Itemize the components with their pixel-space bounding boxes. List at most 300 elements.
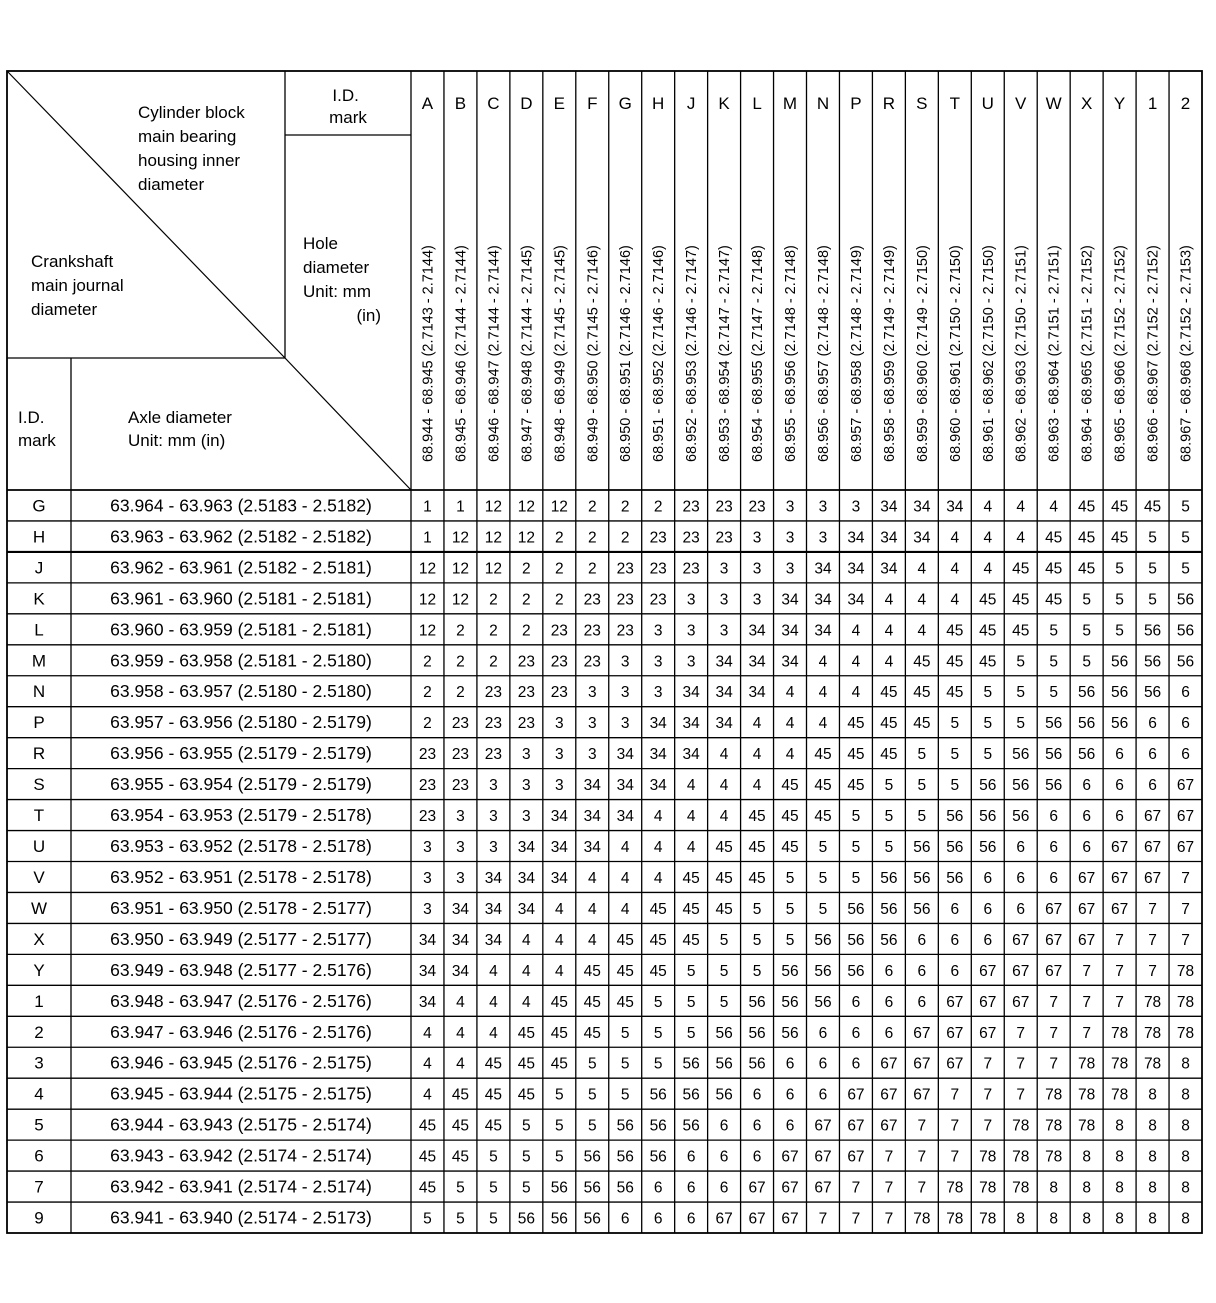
grade-cell: 4	[686, 777, 696, 795]
grade-cell: 12	[451, 560, 470, 578]
grade-cell: 5	[983, 684, 993, 702]
grade-cell: 3	[719, 560, 729, 578]
grade-cell: 45	[484, 1117, 503, 1135]
grade-cell: 5	[884, 808, 894, 826]
row-range: 63.960 - 63.959 (2.5181 - 2.5181)	[110, 619, 372, 640]
grade-cell: 8	[1148, 1179, 1157, 1197]
row-range: 63.952 - 63.951 (2.5178 - 2.5178)	[110, 866, 372, 887]
grade-cell: 34	[649, 715, 667, 733]
row-mark: S	[33, 775, 45, 795]
grade-cell: 2	[620, 529, 630, 547]
grade-cell: 3	[489, 808, 498, 826]
grade-cell: 5	[555, 1117, 564, 1135]
grade-cell: 67	[715, 1210, 733, 1228]
grade-cell: 23	[715, 529, 733, 547]
grade-cell: 23	[649, 560, 667, 578]
column-mark: Y	[1113, 94, 1126, 113]
grade-cell: 6	[1148, 715, 1157, 733]
grade-cell: 6	[686, 1148, 696, 1166]
grade-cell: 7	[983, 1086, 993, 1104]
grade-cell: 45	[418, 1117, 437, 1135]
grade-cell: 7	[1115, 931, 1124, 949]
grade-cell: 56	[781, 962, 799, 980]
grade-cell: 34	[583, 839, 601, 857]
grade-cell: 6	[686, 1210, 696, 1228]
grade-cell: 5	[917, 777, 927, 795]
grade-cell: 67	[1078, 900, 1096, 918]
grade-cell: 7	[917, 1117, 927, 1135]
row-range: 63.962 - 63.961 (2.5182 - 2.5181)	[110, 557, 372, 578]
row-mark: 5	[34, 1115, 44, 1135]
grade-cell: 12	[484, 498, 503, 516]
grade-cell: 3	[555, 715, 564, 733]
grade-cell: 23	[715, 498, 733, 516]
grade-cell: 56	[847, 931, 865, 949]
grade-cell: 56	[1012, 746, 1030, 764]
grade-cell: 5	[1082, 591, 1091, 609]
grade-cell: 3	[851, 498, 861, 516]
grade-cell: 6	[752, 1086, 762, 1104]
table-row	[33, 836, 1194, 856]
grade-cell: 5	[653, 1055, 663, 1073]
grade-cell: 6	[1049, 839, 1058, 857]
grade-cell: 4	[950, 560, 960, 578]
grade-cell: 8	[1181, 1086, 1190, 1104]
grade-cell: 56	[847, 962, 865, 980]
grade-cell: 5	[587, 1117, 597, 1135]
grade-cell: 78	[979, 1148, 997, 1166]
grade-cell: 45	[715, 869, 733, 887]
grade-cell: 67	[748, 1179, 766, 1197]
grade-cell: 12	[484, 529, 503, 547]
grade-cell: 45	[418, 1179, 437, 1197]
grade-cell: 78	[1078, 1086, 1096, 1104]
table-row	[34, 1053, 1190, 1073]
grade-cell: 67	[1110, 869, 1129, 887]
grade-cell: 67	[979, 1024, 997, 1042]
grade-cell: 56	[880, 900, 898, 918]
grade-cell: 4	[884, 622, 894, 640]
grade-cell: 56	[781, 993, 799, 1011]
grade-cell: 3	[522, 777, 531, 795]
grade-cell: 7	[1148, 962, 1157, 980]
grade-cell: 6	[1115, 808, 1124, 826]
grade-cell: 45	[715, 839, 733, 857]
grade-cell: 5	[950, 777, 960, 795]
grade-cell: 5	[752, 900, 762, 918]
grade-cell: 3	[752, 529, 762, 547]
grade-cell: 5	[1148, 560, 1157, 578]
grade-cell: 34	[649, 777, 667, 795]
grade-cell: 78	[1012, 1117, 1030, 1135]
grade-cell: 2	[555, 560, 564, 578]
grade-cell: 7	[1082, 962, 1091, 980]
grade-cell: 34	[484, 869, 503, 887]
grade-cell: 78	[1143, 1024, 1162, 1042]
grade-cell: 7	[884, 1179, 894, 1197]
grade-cell: 5	[950, 746, 960, 764]
grade-cell: 3	[423, 869, 432, 887]
grade-cell: 23	[583, 653, 601, 671]
table-row	[34, 805, 1194, 825]
grade-cell: 5	[851, 869, 861, 887]
grade-cell: 45	[1045, 560, 1063, 578]
grade-cell: 5	[1049, 622, 1058, 640]
row-range: 63.956 - 63.955 (2.5179 - 2.5179)	[110, 743, 372, 764]
grade-cell: 78	[1045, 1086, 1063, 1104]
grade-cell: 45	[913, 684, 931, 702]
row-range: 63.959 - 63.958 (2.5181 - 2.5180)	[110, 650, 372, 671]
grade-cell: 12	[517, 529, 535, 547]
column-range: 68.950 - 68.951 (2.7146 - 2.7146)	[618, 245, 635, 462]
grade-cell: 67	[1012, 962, 1030, 980]
grade-cell: 2	[423, 715, 432, 733]
grade-cell: 45	[814, 746, 832, 764]
grade-cell: 5	[620, 1024, 630, 1042]
grade-cell: 45	[946, 622, 964, 640]
grade-cell: 6	[1016, 869, 1026, 887]
grade-cell: 67	[913, 1086, 931, 1104]
grade-cell: 3	[423, 839, 432, 857]
grade-cell: 78	[1110, 1024, 1129, 1042]
row-mark: Y	[33, 960, 45, 980]
row-range: 63.946 - 63.945 (2.5176 - 2.5175)	[110, 1052, 372, 1073]
grade-cell: 67	[913, 1024, 931, 1042]
grade-cell: 45	[781, 808, 799, 826]
grade-cell: 34	[715, 653, 733, 671]
grade-cell: 2	[456, 622, 465, 640]
grade-cell: 6	[1016, 900, 1026, 918]
grade-cell: 78	[1176, 962, 1195, 980]
grade-cell: 23	[550, 684, 568, 702]
column-range: 68.949 - 68.950 (2.7145 - 2.7146)	[585, 245, 602, 462]
grade-cell: 7	[983, 1117, 993, 1135]
grade-cell: 8	[1049, 1179, 1058, 1197]
grade-cell: 4	[489, 993, 498, 1011]
grade-cell: 45	[550, 1055, 568, 1073]
grade-cell: 2	[423, 653, 432, 671]
grade-cell: 56	[979, 808, 997, 826]
grade-cell: 56	[1176, 591, 1195, 609]
grade-cell: 34	[913, 498, 931, 516]
grade-cell: 6	[818, 1024, 828, 1042]
grade-cell: 45	[913, 715, 931, 733]
grade-cell: 45	[583, 993, 601, 1011]
grade-cell: 56	[1110, 653, 1129, 671]
column-range: 68.956 - 68.957 (2.7148 - 2.7148)	[815, 245, 832, 462]
grade-cell: 4	[818, 715, 828, 733]
grade-cell: 5	[1082, 622, 1091, 640]
grade-cell: 6	[983, 931, 993, 949]
grade-cell: 4	[686, 808, 696, 826]
row-range: 63.942 - 63.941 (2.5174 - 2.5174)	[110, 1176, 372, 1197]
grade-cell: 7	[1181, 931, 1190, 949]
grade-cell: 6	[1049, 808, 1058, 826]
table-row	[34, 1115, 1190, 1135]
grade-cell: 7	[851, 1210, 861, 1228]
grade-cell: 7	[1049, 1055, 1058, 1073]
grade-cell: 6	[950, 931, 960, 949]
grade-cell: 45	[1045, 591, 1063, 609]
grade-cell: 4	[983, 560, 993, 578]
column-mark: M	[782, 94, 798, 113]
grade-cell: 45	[616, 962, 634, 980]
grade-cell: 4	[653, 808, 663, 826]
grade-cell: 8	[1148, 1148, 1157, 1166]
grade-cell: 34	[748, 684, 766, 702]
grade-cell: 34	[418, 931, 437, 949]
row-range: 63.961 - 63.960 (2.5181 - 2.5181)	[110, 588, 372, 609]
grade-cell: 78	[913, 1210, 931, 1228]
column-mark: X	[1080, 94, 1093, 113]
grade-cell: 45	[781, 839, 799, 857]
grade-cell: 56	[682, 1086, 700, 1104]
grade-cell: 8	[1181, 1148, 1190, 1166]
grade-cell: 7	[1082, 993, 1091, 1011]
grade-cell: 2	[489, 622, 498, 640]
grade-cell: 4	[1016, 529, 1026, 547]
grade-cell: 67	[946, 1055, 964, 1073]
grade-cell: 78	[1012, 1179, 1030, 1197]
grade-cell: 1	[423, 498, 432, 516]
grade-cell: 56	[649, 1117, 667, 1135]
grade-cell: 45	[979, 622, 997, 640]
grade-cell: 5	[620, 1055, 630, 1073]
grade-cell: 5	[884, 839, 894, 857]
grade-cell: 4	[620, 869, 630, 887]
grade-cell: 45	[451, 1148, 470, 1166]
grade-cell: 4	[620, 900, 630, 918]
grade-cell: 34	[814, 622, 832, 640]
grade-cell: 4	[423, 1055, 432, 1073]
row-mark: 1	[34, 991, 44, 1011]
column-mark: R	[882, 94, 896, 113]
grade-cell: 3	[522, 746, 531, 764]
grade-cell: 67	[814, 1117, 832, 1135]
grade-cell: 23	[649, 591, 667, 609]
grade-cell: 5	[555, 1086, 564, 1104]
grade-cell: 6	[884, 993, 894, 1011]
grade-cell: 5	[818, 900, 828, 918]
grade-cell: 78	[1176, 993, 1195, 1011]
grade-cell: 45	[583, 962, 601, 980]
grade-cell: 4	[620, 839, 630, 857]
grade-cell: 56	[1143, 684, 1162, 702]
grade-cell: 5	[851, 839, 861, 857]
table-row	[33, 774, 1194, 794]
grade-cell: 3	[522, 808, 531, 826]
column-range: 68.951 - 68.952 (2.7146 - 2.7146)	[651, 245, 668, 462]
grade-cell: 56	[1110, 715, 1129, 733]
grade-cell: 45	[484, 1055, 503, 1073]
grade-cell: 12	[418, 560, 437, 578]
grade-cell: 7	[1148, 931, 1157, 949]
row-mark: H	[32, 527, 46, 547]
grade-cell: 7	[950, 1148, 960, 1166]
grade-cell: 45	[715, 900, 733, 918]
column-mark: L	[752, 94, 762, 113]
grade-cell: 34	[451, 962, 470, 980]
grade-cell: 23	[682, 498, 700, 516]
grade-cell: 56	[847, 900, 865, 918]
grade-cell: 56	[1045, 715, 1063, 733]
grade-cell: 4	[489, 1024, 498, 1042]
grade-cell: 56	[715, 1086, 733, 1104]
grade-cell: 4	[818, 653, 828, 671]
grade-cell: 56	[1143, 653, 1162, 671]
grade-cell: 23	[583, 591, 601, 609]
grade-cell: 45	[616, 931, 634, 949]
column-range: 68.964 - 68.965 (2.7151 - 2.7152)	[1079, 245, 1096, 462]
grade-cell: 2	[456, 653, 465, 671]
column-range: 68.952 - 68.953 (2.7146 - 2.7147)	[684, 245, 701, 462]
grade-cell: 67	[880, 1117, 898, 1135]
grade-cell: 45	[649, 931, 667, 949]
grade-cell: 5	[719, 931, 729, 949]
grade-cell: 45	[847, 746, 865, 764]
grade-cell: 6	[851, 1055, 861, 1073]
grade-cell: 56	[814, 931, 832, 949]
grade-cell: 45	[847, 777, 865, 795]
grade-cell: 78	[1110, 1055, 1129, 1073]
grade-cell: 3	[686, 622, 696, 640]
grade-cell: 5	[489, 1179, 498, 1197]
grade-cell: 5	[1049, 653, 1058, 671]
grade-cell: 34	[616, 777, 634, 795]
table-row	[34, 619, 1194, 639]
table-row	[34, 991, 1194, 1011]
grade-cell: 5	[1115, 591, 1124, 609]
grade-cell: 6	[1181, 746, 1190, 764]
grade-cell: 23	[682, 529, 700, 547]
grade-cell: 3	[587, 715, 597, 733]
grade-cell: 56	[880, 869, 898, 887]
grade-cell: 34	[715, 715, 733, 733]
grade-cell: 4	[785, 715, 795, 733]
row-mark: J	[34, 558, 44, 578]
column-mark: U	[981, 94, 994, 113]
grade-cell: 3	[719, 622, 729, 640]
grade-cell: 6	[1181, 715, 1190, 733]
grade-cell: 4	[653, 839, 663, 857]
grade-cell: 34	[748, 622, 766, 640]
grade-cell: 78	[979, 1210, 997, 1228]
grade-cell: 4	[785, 684, 795, 702]
table-row	[33, 929, 1190, 949]
grade-cell: 78	[1143, 1055, 1162, 1073]
grade-cell: 5	[686, 993, 696, 1011]
grade-cell: 45	[880, 684, 898, 702]
grade-cell: 45	[649, 900, 667, 918]
grade-cell: 5	[1148, 529, 1157, 547]
column-range: 68.958 - 68.959 (2.7149 - 2.7149)	[881, 245, 898, 462]
grade-cell: 4	[785, 746, 795, 764]
grade-cell: 45	[1078, 560, 1096, 578]
grade-cell: 56	[682, 1117, 700, 1135]
grade-cell: 4	[587, 869, 597, 887]
grade-cell: 6	[785, 1117, 795, 1135]
grade-cell: 34	[913, 529, 931, 547]
grade-cell: 7	[884, 1210, 894, 1228]
grade-cell: 4	[522, 993, 531, 1011]
grade-cell: 3	[555, 777, 564, 795]
grade-cell: 45	[517, 1024, 535, 1042]
grade-cell: 45	[517, 1086, 535, 1104]
grade-cell: 3	[653, 684, 663, 702]
row-range: 63.957 - 63.956 (2.5180 - 2.5179)	[110, 712, 372, 733]
grade-cell: 7	[1115, 962, 1124, 980]
grade-cell: 34	[847, 529, 865, 547]
grade-cell: 56	[616, 1148, 634, 1166]
grade-cell: 67	[1143, 839, 1162, 857]
grade-cell: 56	[1045, 746, 1063, 764]
row-range: 63.958 - 63.957 (2.5180 - 2.5180)	[110, 681, 372, 702]
grade-cell: 6	[1148, 746, 1157, 764]
grade-cell: 23	[484, 684, 503, 702]
grade-cell: 5	[1148, 591, 1157, 609]
grade-cell: 7	[1082, 1024, 1091, 1042]
table-row	[33, 588, 1194, 608]
grade-cell: 67	[913, 1055, 931, 1073]
grade-cell: 45	[1110, 498, 1129, 516]
grade-cell: 8	[1115, 1179, 1124, 1197]
grade-cell: 5	[456, 1210, 465, 1228]
grade-cell: 56	[781, 1024, 799, 1042]
grade-cell: 3	[653, 622, 663, 640]
grade-cell: 5	[1082, 653, 1091, 671]
grade-cell: 2	[620, 498, 630, 516]
grade-cell: 45	[814, 777, 832, 795]
grade-cell: 56	[517, 1210, 535, 1228]
grade-cell: 45	[616, 993, 634, 1011]
column-mark: K	[718, 94, 730, 113]
grade-cell: 23	[649, 529, 667, 547]
table-row	[32, 495, 1189, 515]
grade-cell: 4	[950, 591, 960, 609]
grade-cell: 34	[550, 839, 568, 857]
grade-cell: 6	[917, 962, 927, 980]
table-row	[34, 1084, 1190, 1104]
grade-cell: 7	[1181, 869, 1190, 887]
grade-cell: 2	[587, 498, 597, 516]
grade-cell: 34	[418, 962, 437, 980]
grade-cell: 34	[649, 746, 667, 764]
grade-cell: 23	[517, 653, 535, 671]
row-mark: V	[33, 867, 45, 887]
grade-cell: 2	[587, 560, 597, 578]
grade-cell: 4	[752, 746, 762, 764]
grade-cell: 4	[983, 498, 993, 516]
grade-cell: 34	[682, 684, 700, 702]
grade-cell: 6	[620, 1210, 630, 1228]
grade-cell: 67	[781, 1148, 799, 1166]
column-mark: D	[520, 94, 533, 113]
grade-cell: 4	[555, 900, 564, 918]
grade-cell: 67	[1078, 931, 1096, 949]
grade-cell: 67	[946, 993, 964, 1011]
grade-cell: 3	[686, 653, 696, 671]
grade-cell: 7	[1016, 1024, 1026, 1042]
grade-cell: 3	[456, 839, 465, 857]
grade-cell: 56	[946, 808, 964, 826]
grade-cell: 3	[587, 746, 597, 764]
grade-cell: 45	[946, 684, 964, 702]
grade-cell: 4	[456, 993, 465, 1011]
grade-cell: 34	[880, 529, 898, 547]
grade-cell: 45	[1143, 498, 1162, 516]
grade-cell: 56	[649, 1148, 667, 1166]
grade-cell: 67	[814, 1148, 832, 1166]
